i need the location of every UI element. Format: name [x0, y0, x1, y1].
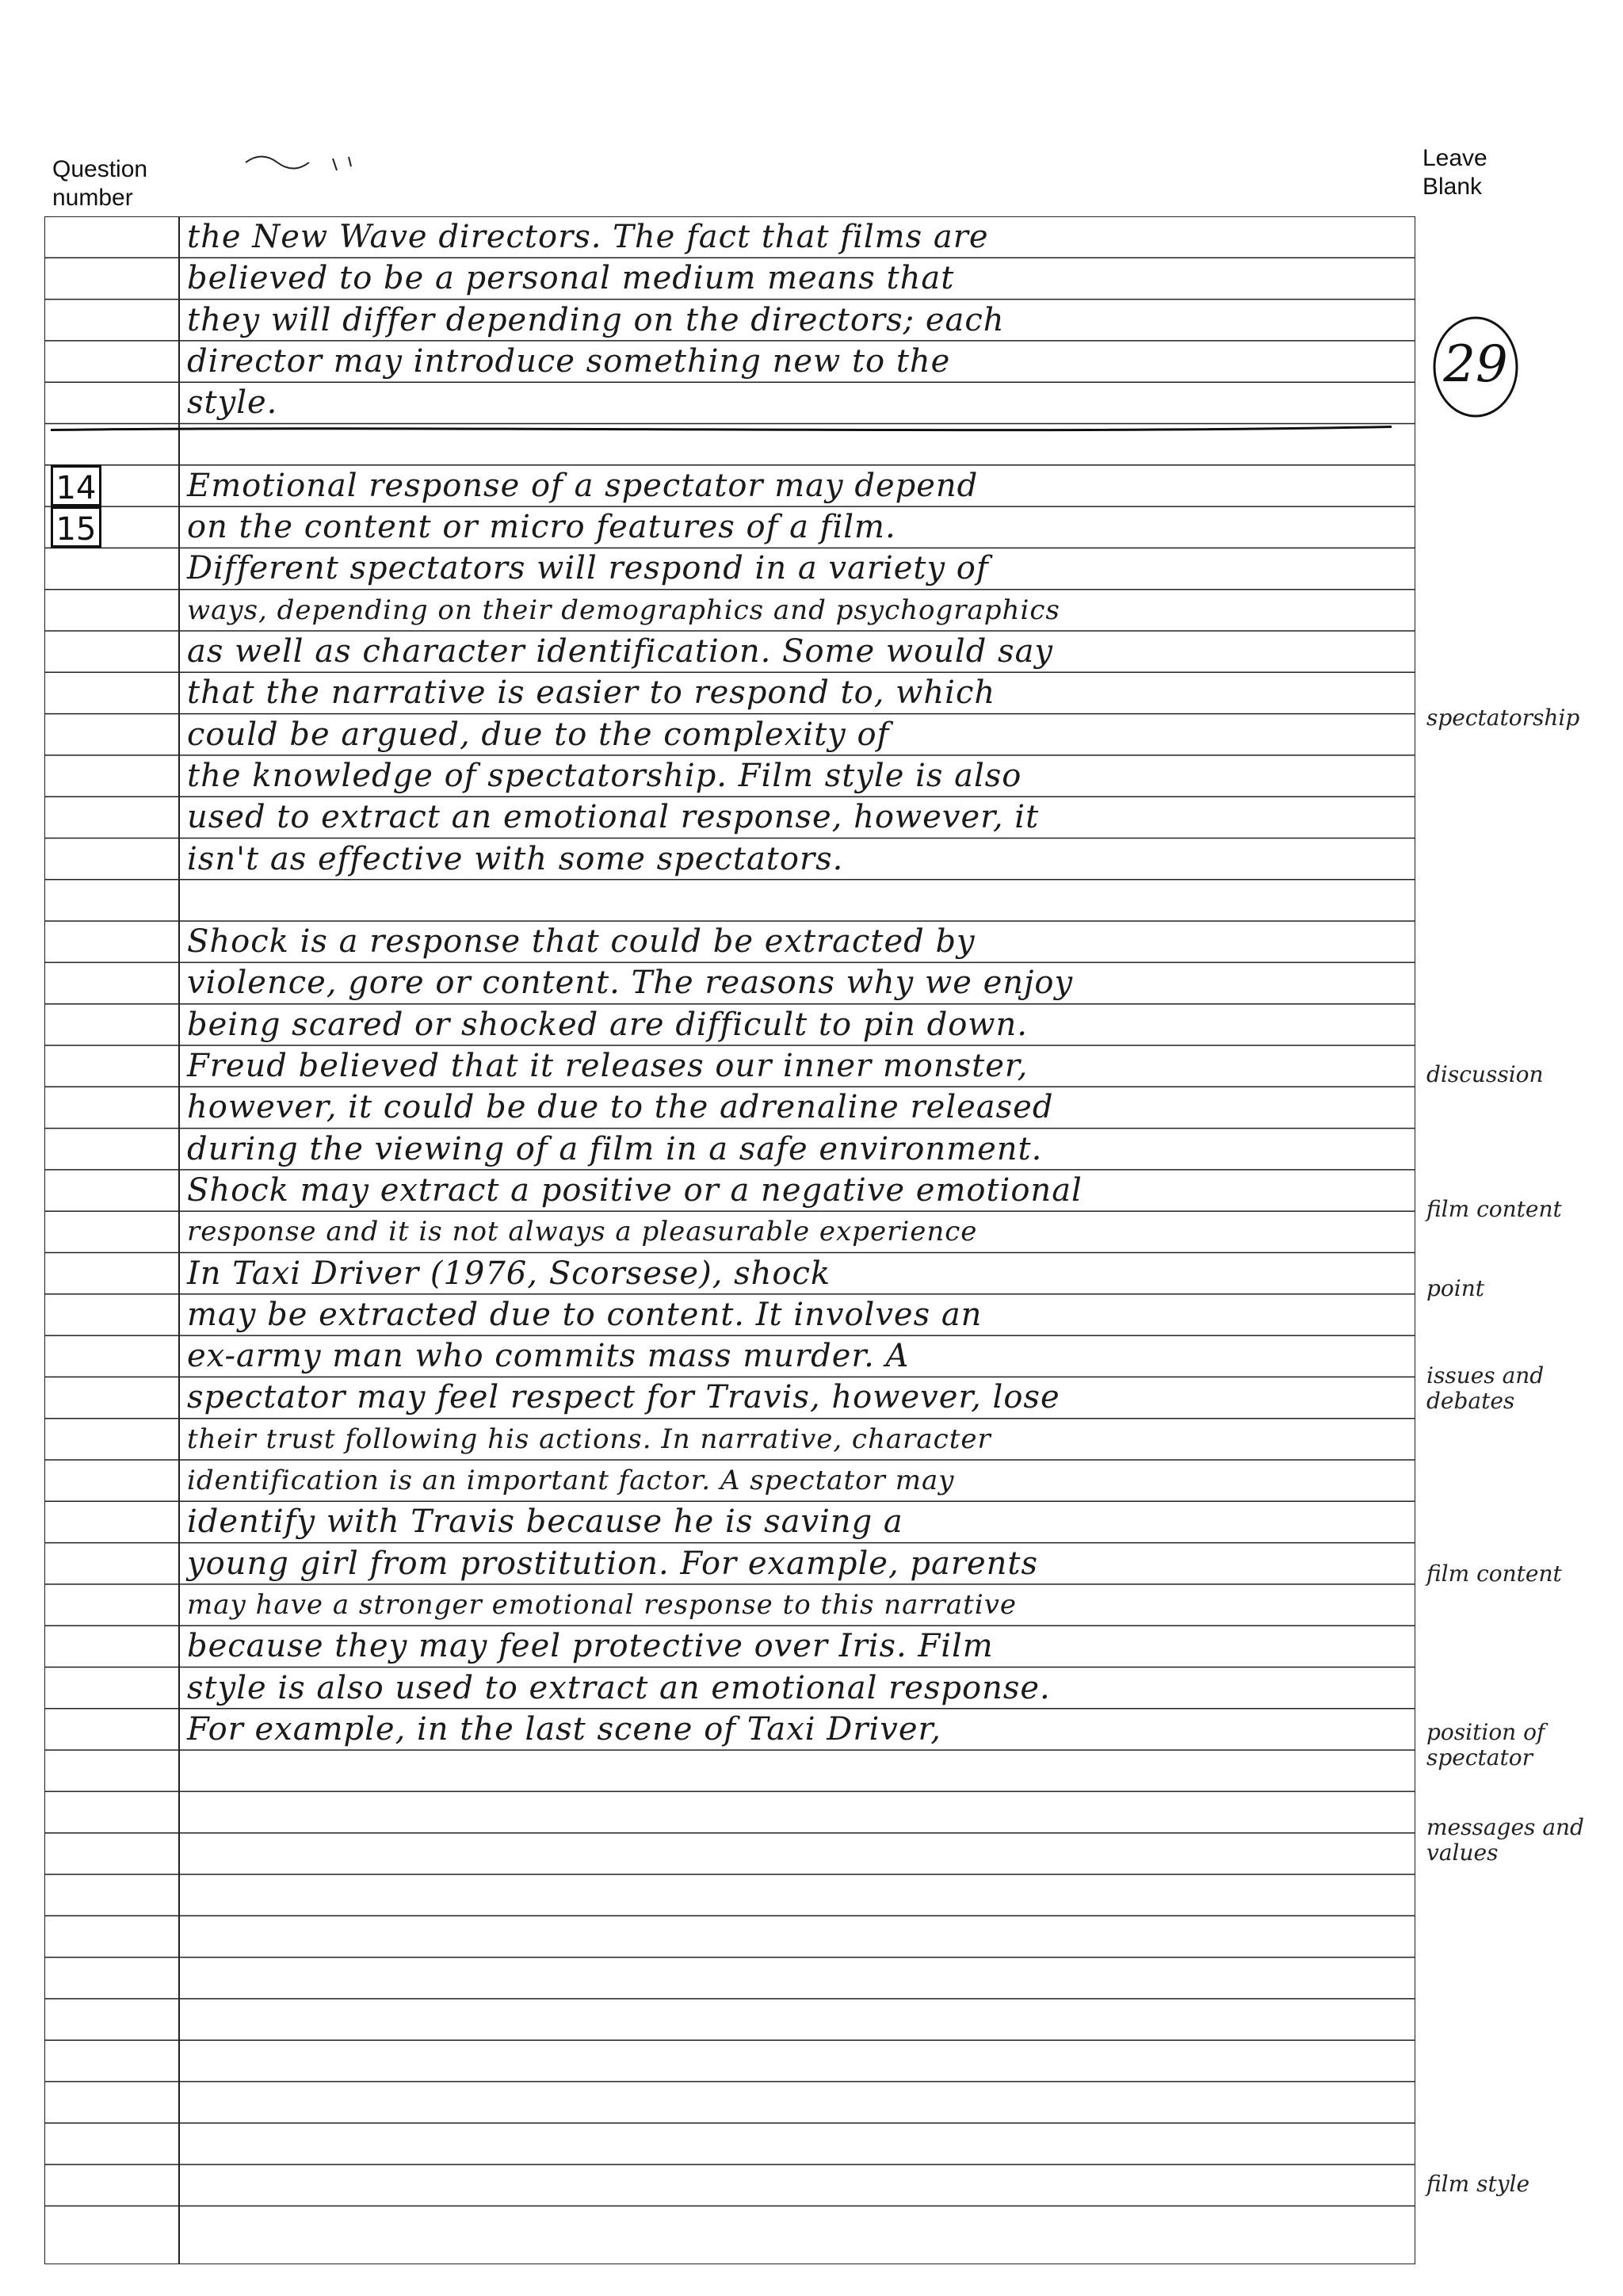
answer-line: being scared or shocked are difficult to pin down. — [187, 1006, 1029, 1043]
answer-line: In Taxi Driver (1976, Scorsese), shock — [187, 1255, 831, 1292]
answer-line: For example, in the last scene of Taxi Driver, — [187, 1710, 941, 1748]
question-number-box: 15 — [51, 506, 101, 548]
score-value: 29 — [1443, 335, 1508, 394]
answer-line: identify with Travis because he is saving a — [187, 1503, 903, 1541]
answer-line: the knowledge of spectatorship. Film style is also — [187, 757, 1022, 794]
answer-line: during the viewing of a film in a safe environment. — [187, 1130, 1043, 1167]
margin-note: point — [1426, 1275, 1485, 1301]
score-circle — [1428, 311, 1523, 422]
answer-line: Emotional response of a spectator may depend — [187, 467, 979, 504]
answer-line: may be extracted due to content. It involves an — [187, 1296, 983, 1333]
margin-note: film content — [1426, 1561, 1562, 1587]
margin-note: messages and values — [1426, 1814, 1584, 1866]
answer-line: the New Wave directors. The fact that films are — [187, 219, 989, 255]
answer-line: isn't as effective with some spectators. — [187, 840, 844, 877]
answer-line: however, it could be due to the adrenaline released — [187, 1089, 1054, 1126]
margin-note: film content — [1426, 1196, 1562, 1222]
answer-line: because they may feel protective over Iris. Film — [187, 1628, 994, 1665]
answer-line: that the narrative is easier to respond to, which — [187, 674, 996, 712]
margin-note: position of spectator — [1426, 1719, 1545, 1771]
answer-line: could be argued, due to the complexity of — [187, 716, 890, 753]
leave-blank-label: Leave Blank — [1423, 145, 1487, 200]
scribble-mark — [238, 143, 396, 174]
answer-line: Freud believed that it releases our inner monster, — [187, 1048, 1029, 1084]
answer-line: believed to be a personal medium means that — [187, 260, 955, 297]
answer-line: young girl from prostitution. For example, parents — [187, 1545, 1038, 1582]
answer-line: ex-army man who commits mass murder. A — [187, 1338, 910, 1375]
answer-line: style. — [187, 384, 278, 422]
answer-line: used to extract an emotional response, however, it — [187, 799, 1040, 836]
answer-line: violence, gore or content. The reasons why we enjoy — [187, 965, 1074, 1002]
answer-line: response and it is not always a pleasurable experience — [187, 1216, 978, 1248]
section-divider — [51, 427, 1392, 430]
answer-line: style is also used to extract an emotional response. — [187, 1669, 1051, 1706]
margin-note: discussion — [1426, 1061, 1544, 1087]
question-number-box: 14 — [51, 465, 101, 506]
margin-note: spectatorship — [1426, 705, 1580, 731]
answer-line: they will differ depending on the directors; each — [187, 301, 1005, 338]
margin-note: film style — [1426, 2171, 1530, 2197]
answer-line: spectator may feel respect for Travis, however, lose — [187, 1379, 1060, 1416]
answer-sheet — [44, 216, 1415, 2264]
margin-note: issues and debates — [1426, 1362, 1545, 1414]
answer-line: director may introduce something new to the — [187, 342, 951, 380]
answer-line: Shock may extract a positive or a negative emotional — [187, 1171, 1083, 1209]
answer-line: on the content or micro features of a film. — [187, 509, 896, 546]
answer-line: ways, depending on their demographics and psychographics — [187, 594, 1060, 626]
answer-line: identification is an important factor. A spectator may — [187, 1465, 955, 1496]
answer-line: Shock is a response that could be extracted by — [187, 923, 976, 961]
answer-line: as well as character identification. Some would say — [187, 633, 1054, 670]
question-number-label: Question number — [52, 156, 148, 211]
answer-line: their trust following his actions. In narrative, character — [187, 1423, 991, 1455]
answer-line: may have a stronger emotional response to this narrative — [187, 1588, 1018, 1621]
answer-line: Different spectators will respond in a variety of — [187, 550, 989, 587]
